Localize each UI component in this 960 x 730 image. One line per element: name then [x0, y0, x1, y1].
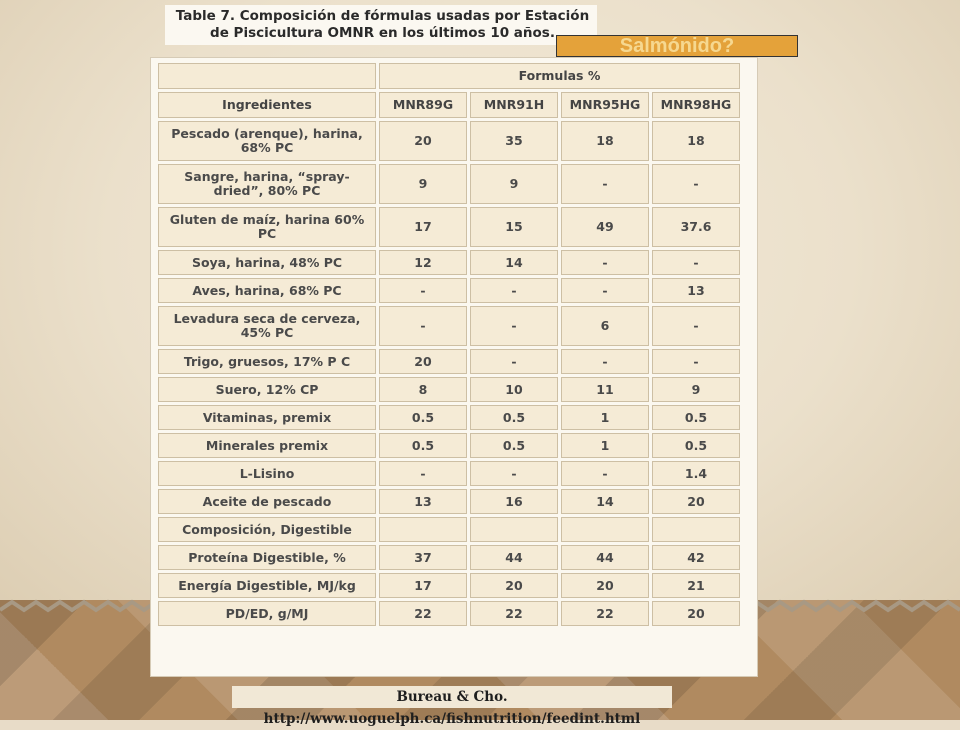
table-cell: - — [561, 349, 649, 374]
table-row — [158, 349, 740, 374]
table-cell: 20 — [652, 601, 740, 626]
table-row — [158, 377, 740, 402]
table-cell — [561, 517, 649, 542]
ingredient-label: PD/ED, g/MJ — [158, 601, 376, 626]
table-row — [158, 306, 740, 346]
table-cell: - — [561, 164, 649, 204]
table-cell: 42 — [652, 545, 740, 570]
table-cell: - — [470, 306, 558, 346]
table-cell: 44 — [561, 545, 649, 570]
table-cell: - — [379, 278, 467, 303]
ingredient-label: Aceite de pescado — [158, 489, 376, 514]
table-cell: - — [652, 164, 740, 204]
ingredient-label: Proteína Digestible, % — [158, 545, 376, 570]
table-cell: 11 — [561, 377, 649, 402]
table-cell: 20 — [561, 573, 649, 598]
table-row — [158, 517, 740, 542]
ingredient-label: Trigo, gruesos, 17% P C — [158, 349, 376, 374]
table-cell — [379, 517, 467, 542]
table-cell — [470, 517, 558, 542]
table-cell: - — [652, 349, 740, 374]
table-cell: - — [652, 250, 740, 275]
table-title: Table 7. Composición de fórmulas usadas por Estación de Piscicultura OMNR en los últimos 10 años. — [175, 8, 590, 41]
table-cell: 6 — [561, 306, 649, 346]
table-cell: 12 — [379, 250, 467, 275]
table-cell: - — [652, 306, 740, 346]
table-cell: 37.6 — [652, 207, 740, 247]
table-cell: - — [379, 306, 467, 346]
table-cell: 9 — [652, 377, 740, 402]
ingredient-label: Vitaminas, premix — [158, 405, 376, 430]
ingredient-label: Sangre, harina, “spray-dried”, 80% PC — [158, 164, 376, 204]
table-cell: - — [470, 461, 558, 486]
formulas-table — [155, 60, 743, 629]
ingredient-label: Aves, harina, 68% PC — [158, 278, 376, 303]
table-cell: 8 — [379, 377, 467, 402]
table-row — [158, 489, 740, 514]
table-cell: 22 — [470, 601, 558, 626]
table-row — [158, 433, 740, 458]
table-cell: 0.5 — [470, 405, 558, 430]
ingredient-label: Gluten de maíz, harina 60% PC — [158, 207, 376, 247]
table-row — [158, 164, 740, 204]
table-cell: 17 — [379, 207, 467, 247]
table-cell: 20 — [470, 573, 558, 598]
ingredient-label: Energía Digestible, MJ/kg — [158, 573, 376, 598]
table-cell: 9 — [379, 164, 467, 204]
table-cell: 20 — [379, 349, 467, 374]
table-cell: 44 — [470, 545, 558, 570]
table-cell: 22 — [561, 601, 649, 626]
column-header: MNR91H — [470, 92, 558, 118]
table-cell: 15 — [470, 207, 558, 247]
source-citation: Bureau & Cho. http://www.uoguelph.ca/fishnutrition/feedint.html — [232, 686, 672, 708]
table-cell: - — [379, 461, 467, 486]
ingredients-header: Ingredientes — [158, 92, 376, 118]
ingredient-label: Suero, 12% CP — [158, 377, 376, 402]
table-row — [158, 250, 740, 275]
ingredient-label: Soya, harina, 48% PC — [158, 250, 376, 275]
table-row — [158, 278, 740, 303]
table-cell: 18 — [561, 121, 649, 161]
table-cell: 18 — [652, 121, 740, 161]
column-header: MNR95HG — [561, 92, 649, 118]
ingredient-label: Pescado (arenque), harina, 68% PC — [158, 121, 376, 161]
table-cell: 0.5 — [379, 433, 467, 458]
table-cell: 13 — [652, 278, 740, 303]
table-cell: 0.5 — [379, 405, 467, 430]
formulas-table-panel — [150, 57, 758, 677]
ingredient-label: Minerales premix — [158, 433, 376, 458]
table-cell: 1.4 — [652, 461, 740, 486]
table-cell: 10 — [470, 377, 558, 402]
salmonid-badge: Salmónido? — [556, 35, 798, 57]
table-cell: - — [470, 278, 558, 303]
table-cell — [652, 517, 740, 542]
table-cell: 9 — [470, 164, 558, 204]
table-cell: 13 — [379, 489, 467, 514]
table-cell: - — [561, 250, 649, 275]
ingredient-label: Composición, Digestible — [158, 517, 376, 542]
table-cell: 49 — [561, 207, 649, 247]
table-row — [158, 121, 740, 161]
table-cell: 0.5 — [470, 433, 558, 458]
table-cell: - — [470, 349, 558, 374]
table-row — [158, 601, 740, 626]
ingredient-label: L-Lisino — [158, 461, 376, 486]
table-cell: 0.5 — [652, 433, 740, 458]
column-header: MNR89G — [379, 92, 467, 118]
table-cell: 20 — [652, 489, 740, 514]
table-cell: 20 — [379, 121, 467, 161]
table-row — [158, 573, 740, 598]
table-row — [158, 461, 740, 486]
table-cell: 0.5 — [652, 405, 740, 430]
formulas-group-header: Formulas % — [379, 63, 740, 89]
table-cell: 17 — [379, 573, 467, 598]
table-cell: 14 — [561, 489, 649, 514]
table-cell: 35 — [470, 121, 558, 161]
table-cell: 1 — [561, 405, 649, 430]
table-row — [158, 545, 740, 570]
column-header: MNR98HG — [652, 92, 740, 118]
table-row — [158, 207, 740, 247]
table-cell: 21 — [652, 573, 740, 598]
table-cell: 1 — [561, 433, 649, 458]
table-cell: - — [561, 461, 649, 486]
table-cell: 14 — [470, 250, 558, 275]
table-row — [158, 405, 740, 430]
ingredient-label: Levadura seca de cerveza, 45% PC — [158, 306, 376, 346]
table-cell: 37 — [379, 545, 467, 570]
header-blank — [158, 63, 376, 89]
table-cell: 22 — [379, 601, 467, 626]
table-cell: - — [561, 278, 649, 303]
table-cell: 16 — [470, 489, 558, 514]
